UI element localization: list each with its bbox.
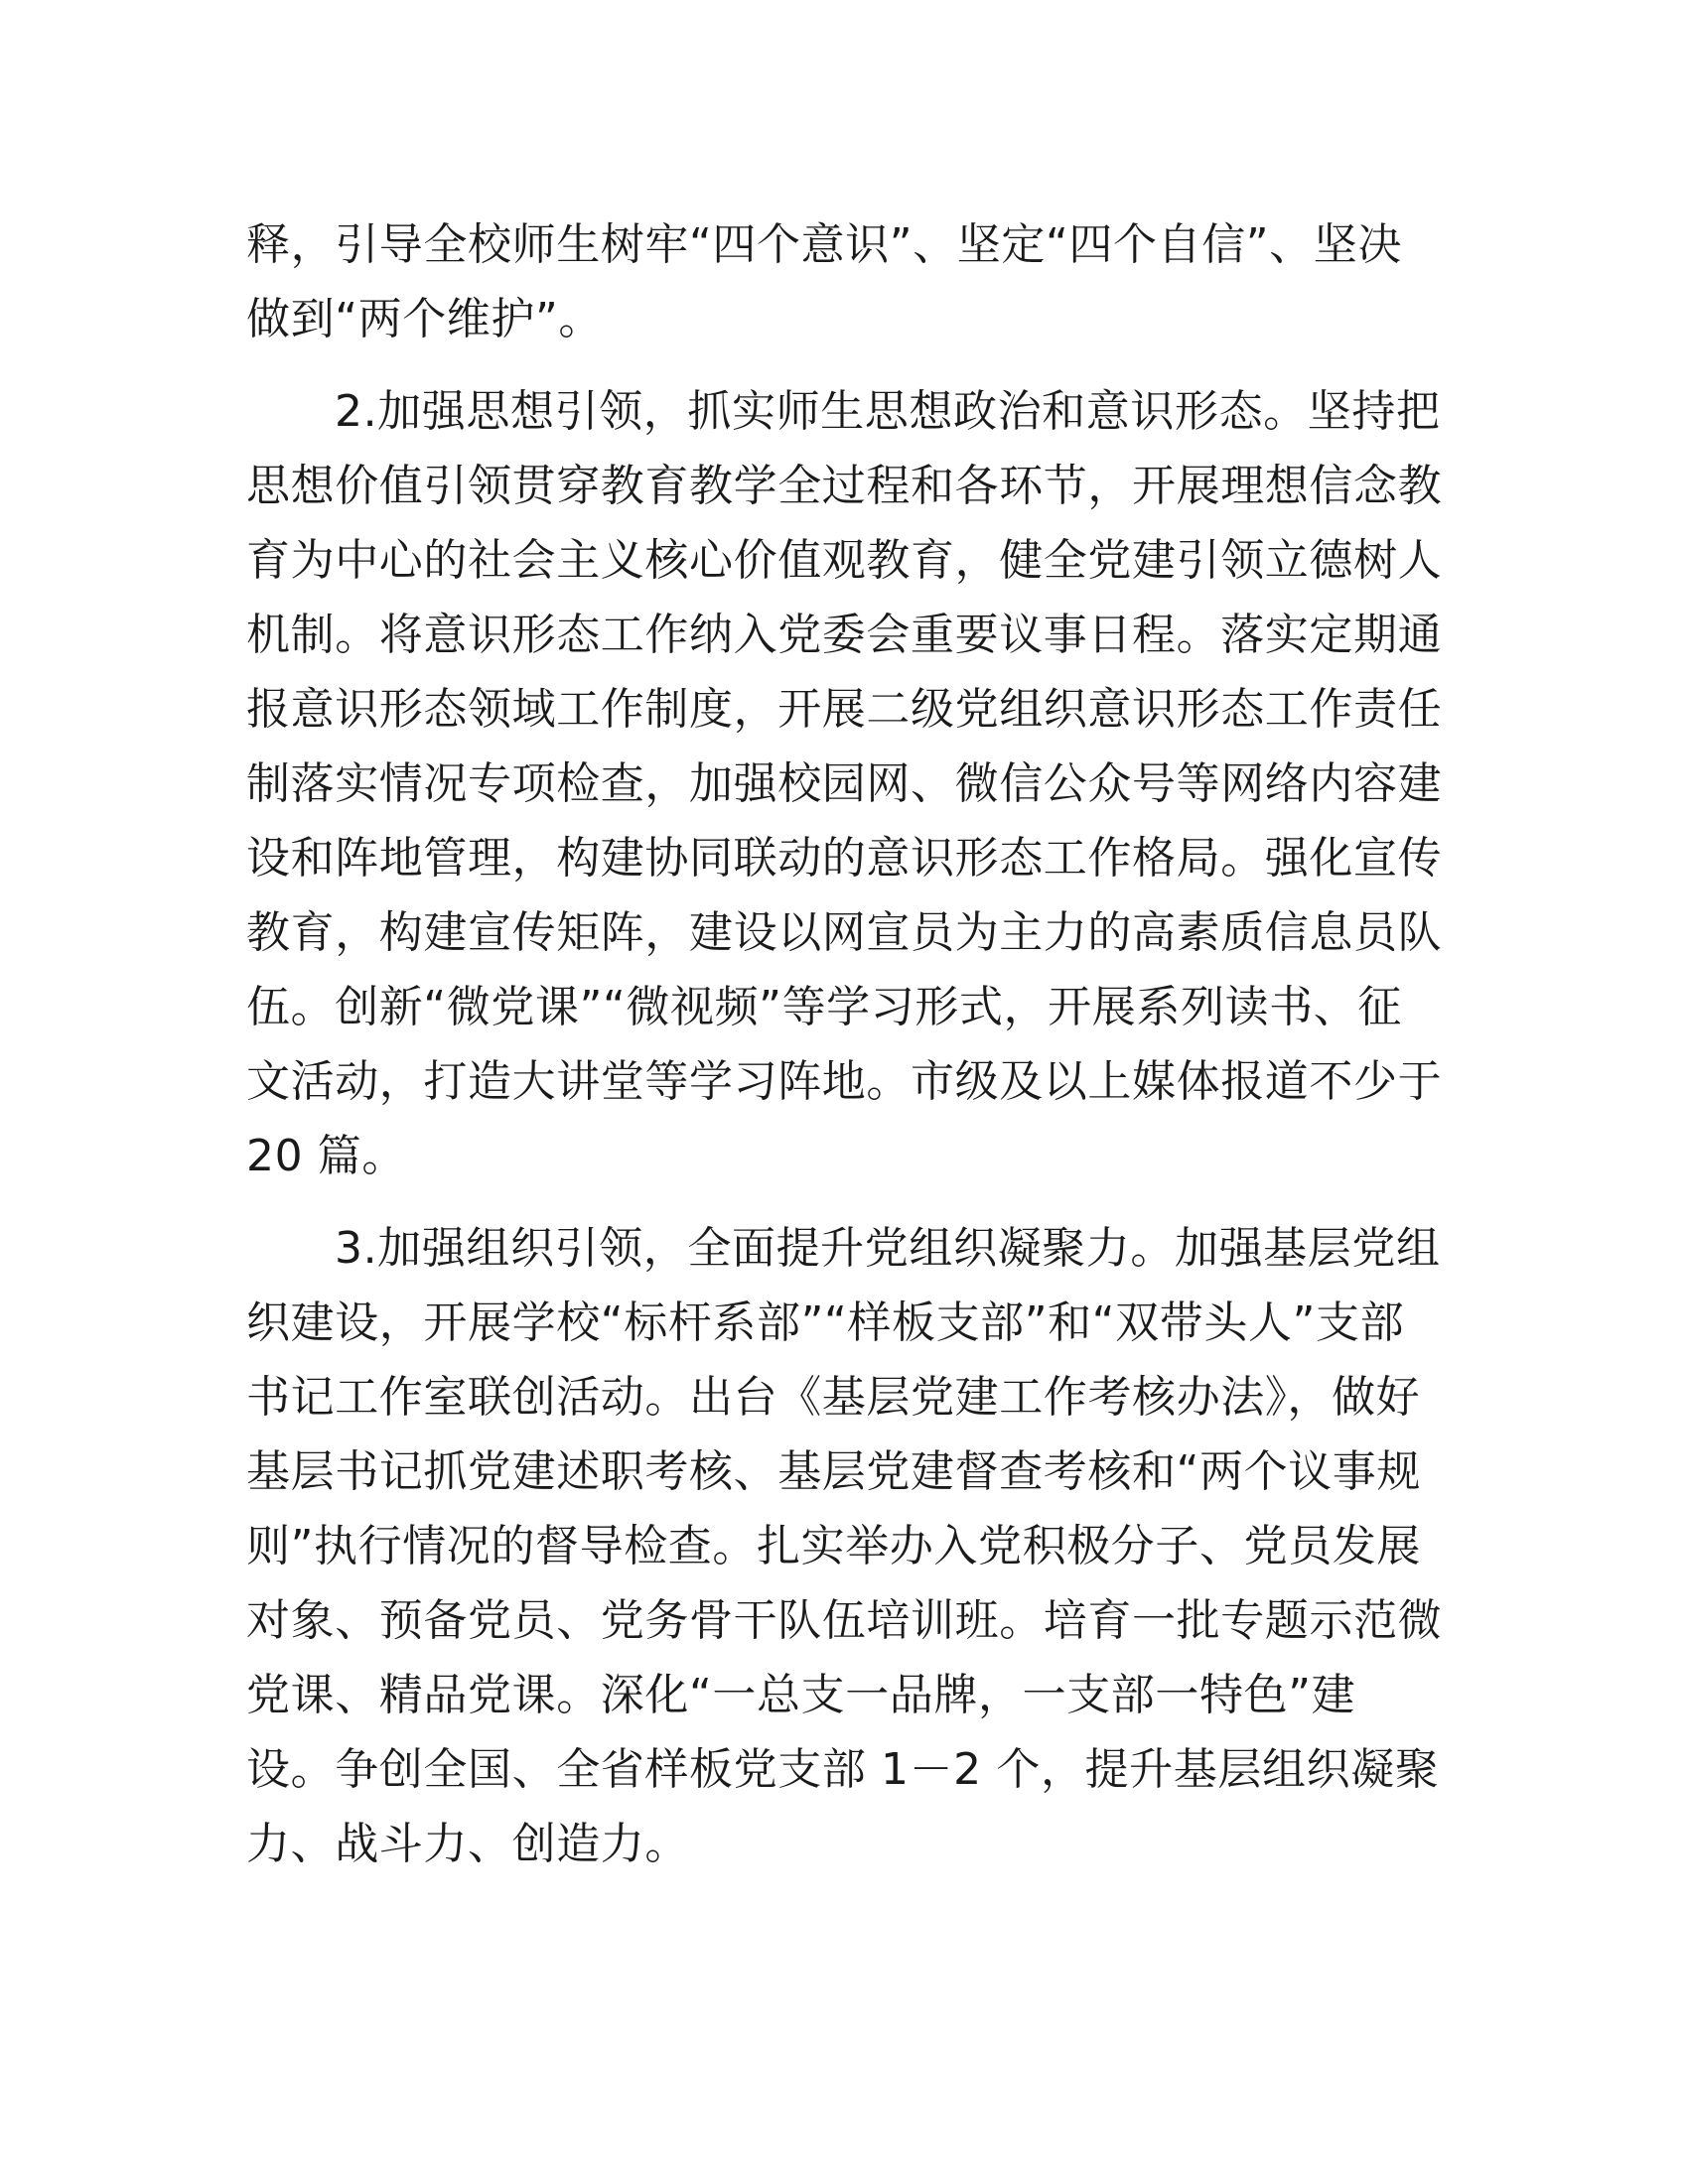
paragraph-line: 思想价值引领贯穿教育教学全过程和各环节，开展理想信念教 xyxy=(246,461,1443,511)
paragraph-line: 育为中心的社会主义核心价值观教育，健全党建引领立德树人 xyxy=(246,535,1443,586)
paragraph-line: 设。争创全国、全省样板党支部 1－2 个，提升基层组织凝聚 xyxy=(246,1744,1440,1795)
paragraph-line: 3.加强组织引领，全面提升党组织凝聚力。加强基层党组 xyxy=(335,1223,1441,1274)
paragraph-line: 做到“两个维护”。 xyxy=(246,294,603,344)
paragraph-line: 教育，构建宣传矩阵，建设以网宣员为主力的高素质信息员队 xyxy=(246,907,1443,958)
paragraph-line: 2.加强思想引领，抓实师生思想政治和意识形态。坚持把 xyxy=(335,386,1441,437)
paragraph-3 xyxy=(246,1211,1443,1881)
paragraph-line: 党课、精品党课。深化“一总支一品牌，一支部一特色”建 xyxy=(246,1670,1356,1720)
paragraph-1 xyxy=(246,207,1443,356)
paragraph-line: 基层书记抓党建述职考核、基层党建督查考核和“两个议事规 xyxy=(246,1446,1421,1497)
paragraph-line: 伍。创新“微党课”“微视频”等学习形式，开展系列读书、征 xyxy=(246,982,1402,1032)
paragraph-line: 设和阵地管理，构建协同联动的意识形态工作格局。强化宣传 xyxy=(246,833,1443,884)
paragraph-line: 制落实情况专项检查，加强校园网、微信公众号等网络内容建 xyxy=(246,758,1443,809)
paragraph-line: 20 篇。 xyxy=(246,1131,406,1181)
paragraph-line: 文活动，打造大讲堂等学习阵地。市级及以上媒体报道不少于 xyxy=(246,1056,1443,1107)
paragraph-line: 书记工作室联创活动。出台《基层党建工作考核办法》，做好 xyxy=(246,1372,1421,1423)
paragraph-line: 力、战斗力、创造力。 xyxy=(246,1819,689,1869)
paragraph-line: 机制。将意识形态工作纳入党委会重要议事日程。落实定期通 xyxy=(246,610,1443,660)
document-body xyxy=(246,207,1443,1881)
paragraph-line: 对象、预备党员、党务骨干队伍培训班。培育一批专题示范微 xyxy=(246,1595,1443,1646)
paragraph-line: 释，引导全校师生树牢“四个意识”、坚定“四个自信”、坚决 xyxy=(246,219,1402,270)
paragraph-gap xyxy=(246,356,1443,374)
paragraph-line: 则”执行情况的督导检查。扎实举办入党积极分子、党员发展 xyxy=(246,1521,1421,1571)
paragraph-line: 织建设，开展学校“标杆系部”“样板支部”和“双带头人”支部 xyxy=(246,1297,1405,1348)
paragraph-line: 报意识形态领域工作制度，开展二级党组织意识形态工作责任 xyxy=(246,684,1443,735)
paragraph-2 xyxy=(246,374,1443,1193)
paragraph-gap xyxy=(246,1193,1443,1211)
